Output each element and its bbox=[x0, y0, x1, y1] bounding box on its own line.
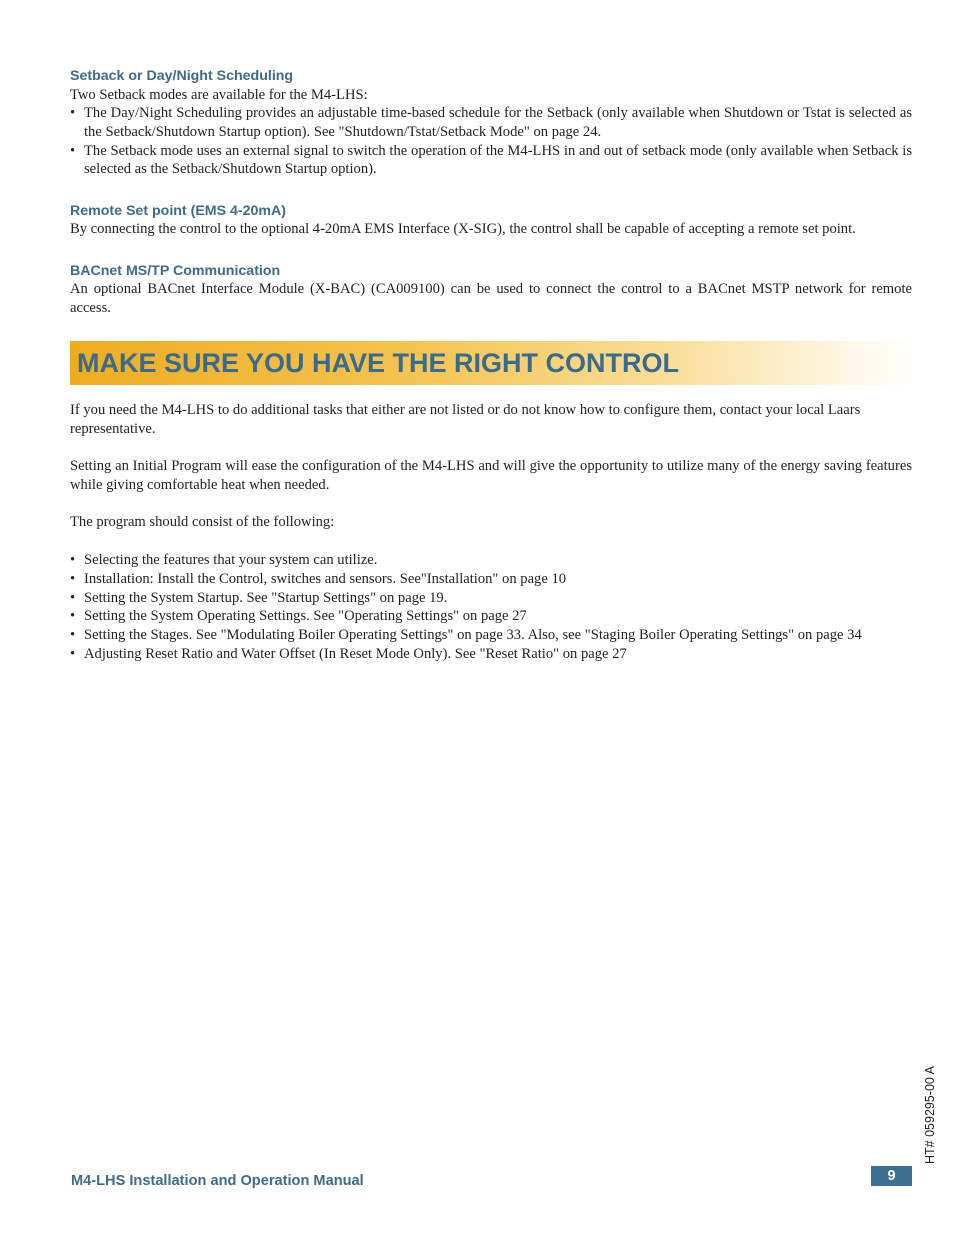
bacnet-body: An optional BACnet Interface Module (X-BAC) (CA009100) can be used to connect the control to a BACnet MSTP network for remote access. bbox=[70, 281, 912, 316]
list-item: • Setting the System Operating Settings. See "Operating Settings" on page 27 bbox=[70, 607, 912, 626]
manual-title: M4-LHS Installation and Operation Manual bbox=[71, 1173, 364, 1189]
banner-title: MAKE SURE YOU HAVE THE RIGHT CONTROL bbox=[77, 348, 680, 378]
list-item: • Adjusting Reset Ratio and Water Offset (In Reset Mode Only). See "Reset Ratio" on page 27 bbox=[70, 645, 912, 664]
control-paragraph-2: Setting an Initial Program will ease the configuration of the M4-LHS and will give the opportunity to utilize many of the energy saving features while giving comfortable heat when needed. bbox=[70, 458, 912, 493]
remote-setpoint-heading: Remote Set point (EMS 4-20mA) bbox=[70, 203, 286, 219]
list-item: • The Setback mode uses an external signal to switch the operation of the M4-LHS in and out of setback mode (only available when Setback is selected as the Setback/Shutdown Startup option). bbox=[70, 142, 912, 180]
control-paragraph-3: The program should consist of the following: bbox=[70, 514, 335, 530]
setback-heading: Setback or Day/Night Scheduling bbox=[70, 68, 294, 84]
list-item: • Setting the Stages. See "Modulating Boiler Operating Settings" on page 33. Also, see "Staging Boiler Operating Settings" on page 34 bbox=[70, 626, 912, 645]
page-number-badge: 9 bbox=[871, 1166, 912, 1186]
section-banner bbox=[70, 341, 916, 385]
list-item: • Installation: Install the Control, switches and sensors. See"Installation" on page 10 bbox=[70, 570, 912, 589]
list-item: • Setting the System Startup. See "Startup Settings" on page 19. bbox=[70, 589, 912, 608]
list-item: • Selecting the features that your system can utilize. bbox=[70, 551, 912, 570]
setback-bullet-list bbox=[70, 104, 912, 179]
program-bullet-list bbox=[70, 551, 912, 664]
remote-setpoint-body: By connecting the control to the optional 4-20mA EMS Interface (X-SIG), the control shall be capable of accepting a remote set point. bbox=[70, 221, 856, 237]
list-item: • The Day/Night Scheduling provides an adjustable time-based schedule for the Setback (only available when Shutdown or Tstat is selected as the Setback/Shutdown Startup option). See "Shutdown/Tstat/Setback Mode" on page 24. bbox=[70, 104, 912, 142]
control-paragraph-1: If you need the M4-LHS to do additional tasks that either are not listed or do not know how to configure them, contact your local Laars representative. bbox=[70, 402, 861, 437]
document-code: HT# 059295-00 A bbox=[923, 1066, 937, 1164]
bacnet-heading: BACnet MS/TP Communication bbox=[70, 263, 281, 279]
setback-intro: Two Setback modes are available for the M4-LHS: bbox=[70, 87, 368, 103]
